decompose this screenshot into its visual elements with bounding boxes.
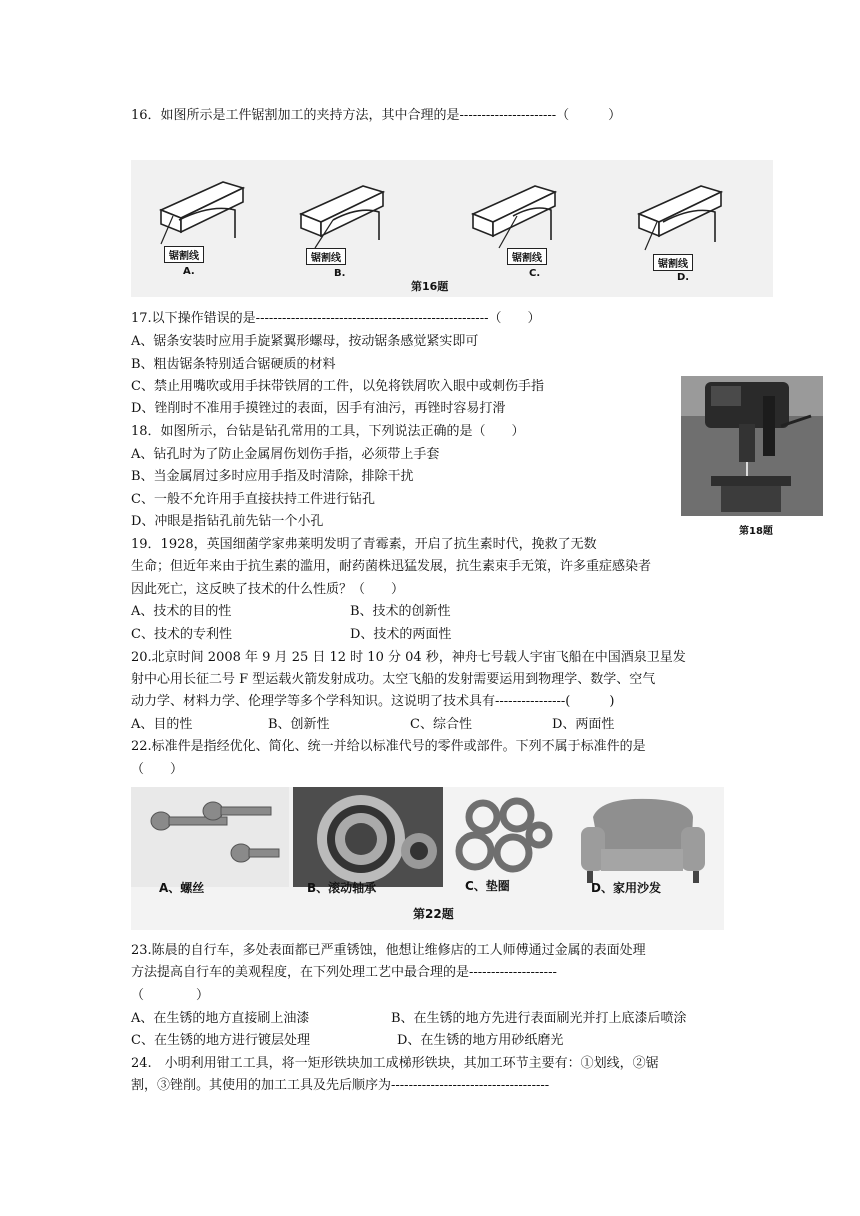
q24-line-1: 24. 小明利用钳工工具，将一矩形铁块加工成梯形铁块，其加工环节主要有：①划线，②锯 (131, 1056, 659, 1071)
saw-line-label-a: 锯割线 (164, 246, 204, 263)
saw-line-label-b: 锯割线 (306, 248, 346, 265)
q20-line-3: 动力学、材料力学、伦理学等多个学科知识。这说明了技术具有----------------( ) (131, 694, 615, 709)
q22-option-a: A、螺丝 (159, 881, 205, 895)
q17-option-d: D、锉削时不准用手摸锉过的表面，因手有油污，再锉时容易打滑 (131, 401, 506, 416)
q17-option-a: A、锯条安装时应用手旋紧翼形螺母，按动锯条感觉紧实即可 (131, 334, 479, 349)
option-label-d: D. (677, 272, 690, 283)
q22-option-b: B、滚动轴承 (307, 881, 377, 895)
q17-option-b: B、粗齿锯条特别适合锯硬质的材料 (131, 357, 336, 372)
q20-line-1: 20.北京时间 2008 年 9 月 25 日 12 时 10 分 04 秒，神舟七号载人宇宙飞船在中国酒泉卫星发 (131, 650, 686, 665)
q23-option-b: B、在生锈的地方先进行表面刷光并打上底漆后喷涂 (391, 1011, 687, 1026)
figure-caption-16: 第16题 (411, 280, 449, 293)
q23-option-c: C、在生锈的地方进行镀层处理 (131, 1033, 310, 1048)
q18-figure (681, 376, 823, 538)
q20-line-2: 射中心用长征二号 F 型运载火箭发射成功。太空飞船的发射需要运用到物理学、数学、空气 (131, 672, 656, 687)
q20-option-d: D、两面性 (552, 717, 615, 732)
q18-option-b: B、当金属屑过多时应用手指及时清除，排除干扰 (131, 469, 414, 484)
q19-option-d: D、技术的两面性 (350, 627, 452, 642)
q24-line-2: 割，③锉削。其使用的加工工具及先后顺序为------------------------------------ (131, 1078, 550, 1093)
q23-line-3: （ ） (131, 988, 210, 1003)
q20-option-b: B、创新性 (268, 717, 330, 732)
q23-line-1: 23.陈晨的自行车，多处表面都已严重锈蚀，他想让维修店的工人师傅通过金属的表面处理 (131, 943, 646, 958)
q23-option-a: A、在生锈的地方直接刷上油漆 (131, 1011, 310, 1026)
q17-option-c: C、禁止用嘴吹或用手抹带铁屑的工件，以免将铁屑吹入眼中或刺伤手指 (131, 379, 544, 394)
q22-figure (131, 787, 724, 930)
q20-option-a: A、目的性 (131, 717, 193, 732)
option-label-c: C. (529, 268, 541, 279)
q23-line-2: 方法提高自行车的美观程度，在下列处理工艺中最合理的是-------------------- (131, 965, 557, 980)
q22-line-1: 22.标准件是指经优化、简化、统一并给以标准代号的零件或部件。下列不属于标准件的是 (131, 739, 646, 754)
q16-stem: 16．如图所示是工件锯割加工的夹持方法，其中合理的是----------------------（ ） (131, 108, 622, 123)
q19-line-2: 生命；但近年来由于抗生素的滥用，耐药菌株迅猛发展，抗生素束手无策，许多重症感染者 (131, 559, 652, 574)
q23-option-d: D、在生锈的地方用砂纸磨光 (397, 1033, 564, 1048)
q18-stem: 18．如图所示，台钻是钻孔常用的工具，下列说法正确的是（ ） (131, 424, 525, 439)
saw-line-label-c: 锯割线 (507, 248, 547, 265)
q22-option-d: D、家用沙发 (591, 881, 661, 895)
q18-option-a: A、钻孔时为了防止金属屑伤划伤手指，必须带上手套 (131, 447, 440, 462)
saw-line-label-d: 锯割线 (653, 254, 693, 271)
q18-option-c: C、一般不允许用手直接扶持工件进行钻孔 (131, 492, 375, 507)
q19-option-a: A、技术的目的性 (131, 604, 232, 619)
q19-option-c: C、技术的专利性 (131, 627, 232, 642)
option-label-b: B. (334, 268, 346, 279)
q20-option-c: C、综合性 (410, 717, 472, 732)
q17-stem: 17.以下操作错误的是-----------------------------------------------------（ ） (131, 311, 541, 326)
figure-caption-18: 第18题 (739, 526, 773, 537)
q18-option-d: D、冲眼是指钻孔前先钻一个小孔 (131, 514, 324, 529)
q16-figure (131, 160, 773, 297)
q22-option-c: C、垫圈 (465, 879, 510, 893)
option-label-a: A. (183, 266, 195, 277)
q19-line-3: 因此死亡，这反映了技术的什么性质？（ ） (131, 582, 405, 597)
q19-option-b: B、技术的创新性 (350, 604, 451, 619)
q19-line-1: 19．1928，英国细菌学家弗莱明发明了青霉素，开启了抗生素时代，挽救了无数 (131, 537, 597, 552)
q22-line-2: （ ） (131, 762, 184, 777)
figure-caption-22: 第22题 (413, 907, 454, 921)
